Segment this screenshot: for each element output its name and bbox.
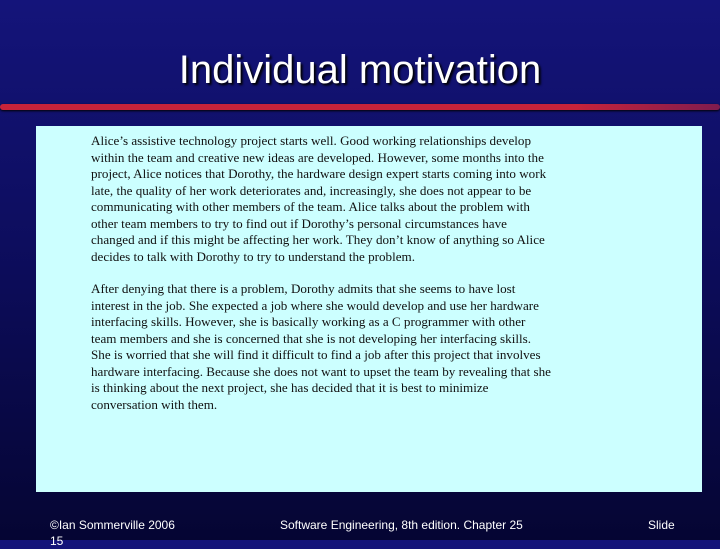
title-divider (0, 104, 720, 110)
case-study-box (36, 126, 702, 492)
footer-slide-label: Slide (648, 518, 675, 532)
slide-title: Individual motivation (178, 48, 542, 92)
case-study-text (91, 133, 551, 413)
case-study-paragraph-2: After denying that there is a problem, Dorothy admits that she seems to have lost interest in the job. She expected a job where she would develop and use her hardware interfacing skills. However, she is basically working as a C programmer with other team members and she is concerned that she is not developing her interfacing skills. She is worried that she will find it difficult to find a job after this project that involves hardware interfacing. Because she does not want to upset the team by revealing that she is thinking about the next project, she has decided that it is best to minimize conversation with them. (91, 281, 551, 412)
footer-copyright: ©Ian Sommerville 2006 (50, 518, 175, 532)
case-study-paragraph-1: Alice’s assistive technology project starts well. Good working relationships develop within the team and creative new ideas are developed. However, some months into the project, Alice notices that Dorothy, the hardware design expert starts coming into work late, the quality of her work deteriorates and, increasingly, she does not appear to be communicating with other members of the team. Alice talks about the problem with other team members to try to find out if Dorothy’s personal circumstances have changed and if this might be affecting her work. They don’t know of anything so Alice decides to talk with Dorothy to try to understand the problem. (91, 133, 547, 264)
footer-book-title: Software Engineering, 8th edition. Chapter 25 (280, 518, 523, 532)
footer-page-number: 15 (50, 534, 64, 548)
